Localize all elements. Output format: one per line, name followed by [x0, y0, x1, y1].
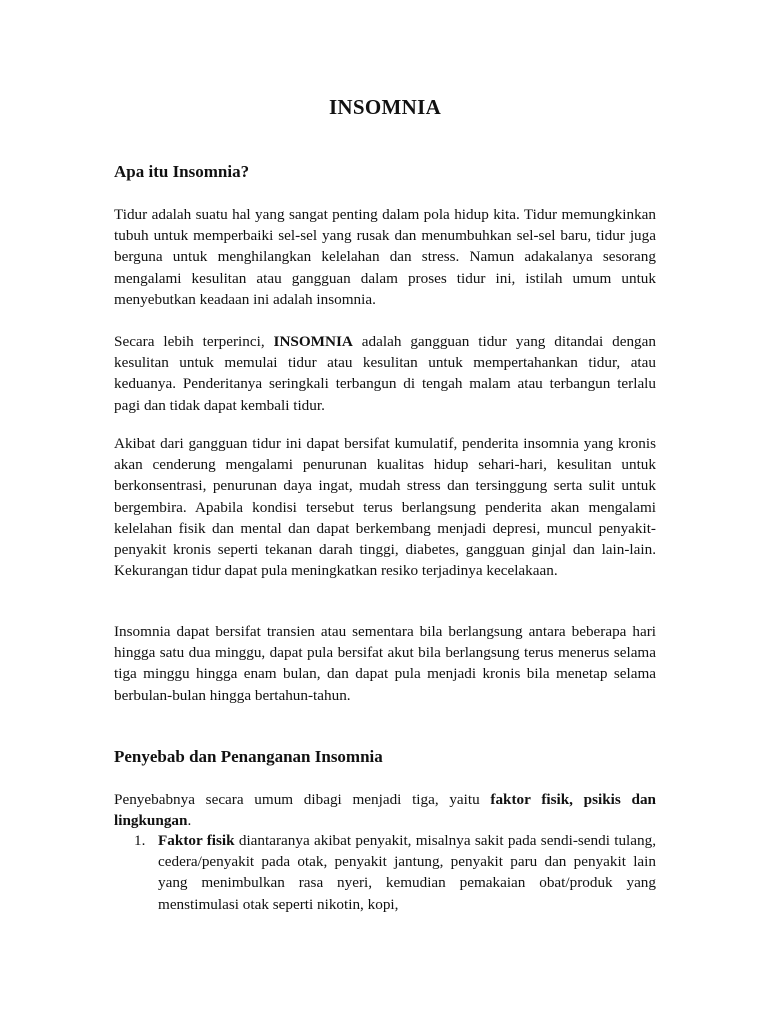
bold-term-physical-factor: Faktor fisik [158, 832, 235, 849]
list-number: 1. [134, 832, 146, 849]
text-run: Secara lebih terperinci, [114, 333, 274, 350]
causes-list [114, 830, 656, 915]
paragraph-effects: Akibat dari gangguan tidur ini dapat bersifat kumulatif, penderita insomnia yang kronis akan cenderung mengalami penurunan kualitas hidup sehari-hari, kesulitan untuk berkonsentrasi, penurunan daya ingat, mudah stress dan tersinggung serta sulit untuk bergembira. Apabila kondisi tersebut terus berlangsung penderita akan mengalami kelelahan fisik dan mental dan dapat berkembang menjadi depresi, muncul penyakit-penyakit kronis seperti tekanan darah tinggi, diabetes, gangguan ginjal dan lain-lain. Kekurangan tidur dapat pula meningkatkan resiko terjadinya kecelakaan. [114, 435, 656, 580]
bold-term-factors: faktor fisik, psikis dan lingkungan [114, 791, 656, 830]
text-run: adalah gangguan tidur yang ditandai dengan kesulitan untuk memulai tidur atau kesulitan untuk mempertahankan tidur, atau keduanya. Penderitanya seringkali terbangun di tengah malam atau terbangun terlalu pagi dan tidak dapat kembali tidur. [114, 333, 656, 414]
paragraph-types: Insomnia dapat bersifat transien atau sementara bila berlangsung antara beberapa hari hingga satu dua minggu, dapat pula bersifat akut bila berlangsung terus menerus selama tiga minggu hingga enam bulan, dan dapat pula menjadi kronis bila menetap selama berbulan-bulan hingga bertahun-tahun. [114, 623, 656, 704]
bold-term-insomnia: INSOMNIA [273, 333, 353, 350]
section-heading-causes: Penyebab dan Penanganan Insomnia [114, 747, 383, 766]
text-run: Penyebabnya secara umum dibagi menjadi tiga, yaitu [114, 791, 491, 808]
document-title: INSOMNIA [328, 95, 442, 119]
paragraph-sleep-importance: Tidur adalah suatu hal yang sangat penting dalam pola hidup kita. Tidur memungkinkan tubuh untuk memperbaiki sel-sel yang rusak dan menumbuhkan sel-sel baru, tidur juga berguna untuk menghilangkan kelelahan dan stress. Namun adakalanya sesorang mengalami kesulitan atau gangguan dalam proses tidur ini, istilah umum untuk menyebutkan keadaan ini adalah insomnia. [114, 206, 656, 308]
paragraph-causes-intro [114, 789, 656, 831]
list-item-text: diantaranya akibat penyakit, misalnya sakit pada sendi-sendi tulang, cedera/penyakit pada otak, penyakit jantung, penyakit paru dan penyakit lain yang menimbulkan rasa nyeri, kemudian pemakaian obat/produk yang menstimulasi otak seperti nikotin, kopi, [158, 832, 656, 913]
paragraph-insomnia-definition [114, 331, 656, 416]
section-heading-what-is-insomnia: Apa itu Insomnia? [114, 162, 250, 181]
list-item [114, 830, 656, 915]
text-run: . [187, 812, 192, 830]
